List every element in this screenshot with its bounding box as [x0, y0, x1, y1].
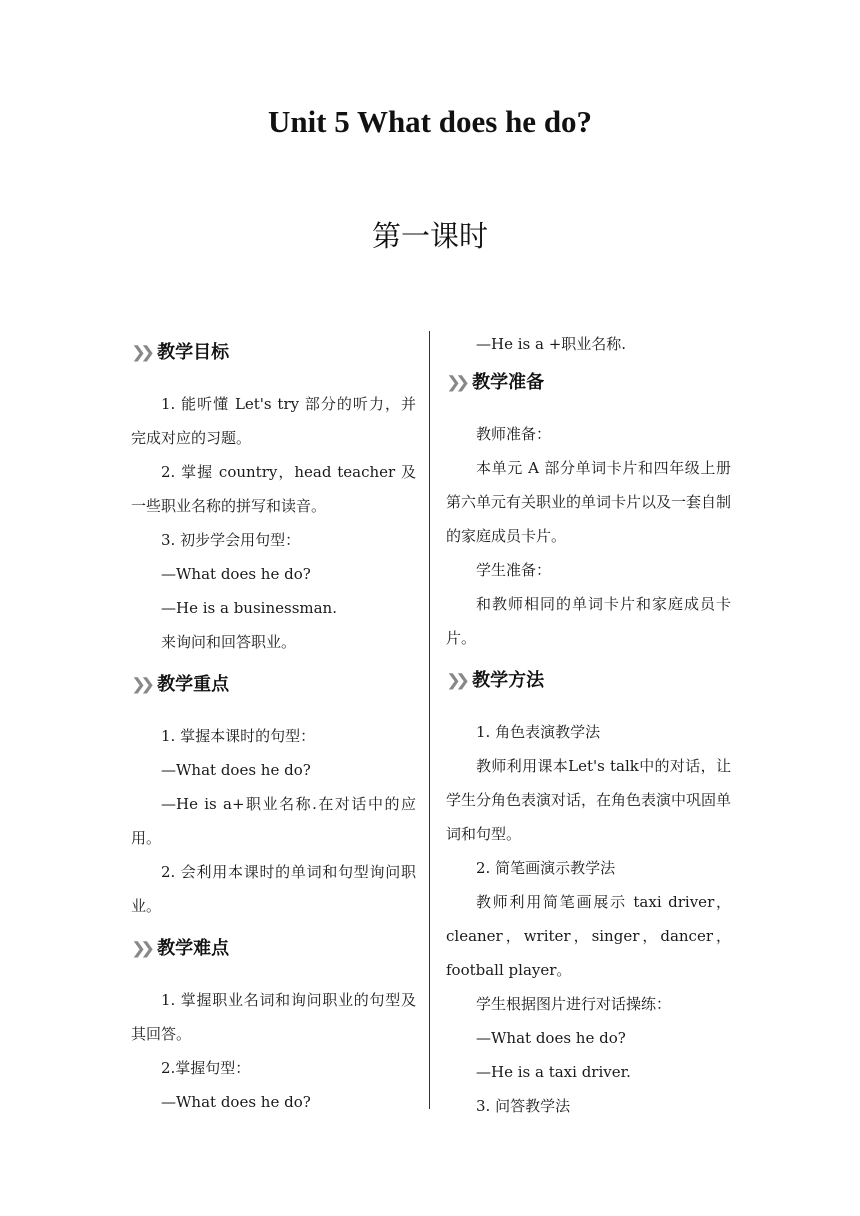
double-chevron-icon: ❯❯ — [446, 671, 465, 690]
paragraph: 1. 掌握本课时的句型： — [161, 727, 316, 745]
left-column — [131, 331, 416, 1119]
paragraph: 教师准备： — [476, 425, 552, 443]
paragraph: 学生根据图片进行对话操练： — [476, 995, 672, 1013]
section-heading — [131, 927, 416, 971]
section-heading — [131, 331, 416, 375]
paragraph: 3. 问答教学法 — [476, 1097, 571, 1115]
dialogue-line: —What does he do? — [161, 761, 311, 779]
section-heading-text: 教学难点 — [157, 938, 230, 959]
paragraph: 1. 角色表演教学法 — [476, 723, 601, 741]
paragraph: 1. 能听懂 Let's try 部分的听力，并完成对应的习题。 — [131, 395, 416, 447]
dialogue-line: —He is a +职业名称. — [476, 335, 627, 353]
double-chevron-icon: ❯❯ — [131, 939, 150, 958]
paragraph: 2.掌握句型： — [161, 1059, 251, 1077]
paragraph: 教师利用课本Let's talk中的对话，让学生分角色表演对话，在角色表演中巩固单词和句型。 — [446, 757, 732, 843]
section-heading — [131, 663, 416, 707]
right-column — [446, 327, 731, 1123]
document-title: Unit 5 What does he do? — [267, 104, 593, 139]
paragraph: 来询问和回答职业。 — [161, 633, 297, 651]
double-chevron-icon: ❯❯ — [446, 373, 465, 392]
paragraph: 1. 掌握职业名词和询问职业的句型及其回答。 — [131, 991, 416, 1043]
section-heading — [446, 361, 731, 405]
dialogue-line: —What does he do? — [476, 1029, 626, 1047]
paragraph: 学生准备： — [476, 561, 552, 579]
paragraph: 本单元 A 部分单词卡片和四年级上册第六单元有关职业的单词卡片以及一套自制的家庭成员卡片。 — [446, 459, 732, 545]
section-heading — [446, 659, 731, 703]
column-divider — [429, 331, 430, 1109]
paragraph: 和教师相同的单词卡片和家庭成员卡片。 — [446, 595, 731, 647]
section-heading-text: 教学目标 — [157, 342, 230, 363]
section-heading-text: 教学重点 — [157, 674, 230, 695]
dialogue-line: —He is a+职业名称.在对话中的应用。 — [131, 795, 416, 847]
section-heading-text: 教学准备 — [472, 372, 545, 393]
section-heading-text: 教学方法 — [472, 670, 545, 691]
dialogue-line: —He is a taxi driver. — [476, 1063, 631, 1081]
lesson-subtitle: 第一课时 — [371, 219, 488, 253]
double-chevron-icon: ❯❯ — [131, 675, 150, 694]
double-chevron-icon: ❯❯ — [131, 343, 150, 362]
paragraph: 2. 掌握 country，head teacher 及一些职业名称的拼写和读音。 — [131, 463, 416, 515]
dialogue-line: —He is a businessman. — [161, 599, 337, 617]
paragraph: 2. 简笔画演示教学法 — [476, 859, 616, 877]
dialogue-line: —What does he do? — [161, 565, 311, 583]
dialogue-line: —What does he do? — [161, 1093, 311, 1111]
paragraph: 2. 会利用本课时的单词和句型询问职业。 — [131, 863, 416, 915]
paragraph: 3. 初步学会用句型： — [161, 531, 301, 549]
paragraph: 教师利用简笔画展示 taxi driver，cleaner，writer，singer，dancer，football player。 — [446, 893, 731, 979]
